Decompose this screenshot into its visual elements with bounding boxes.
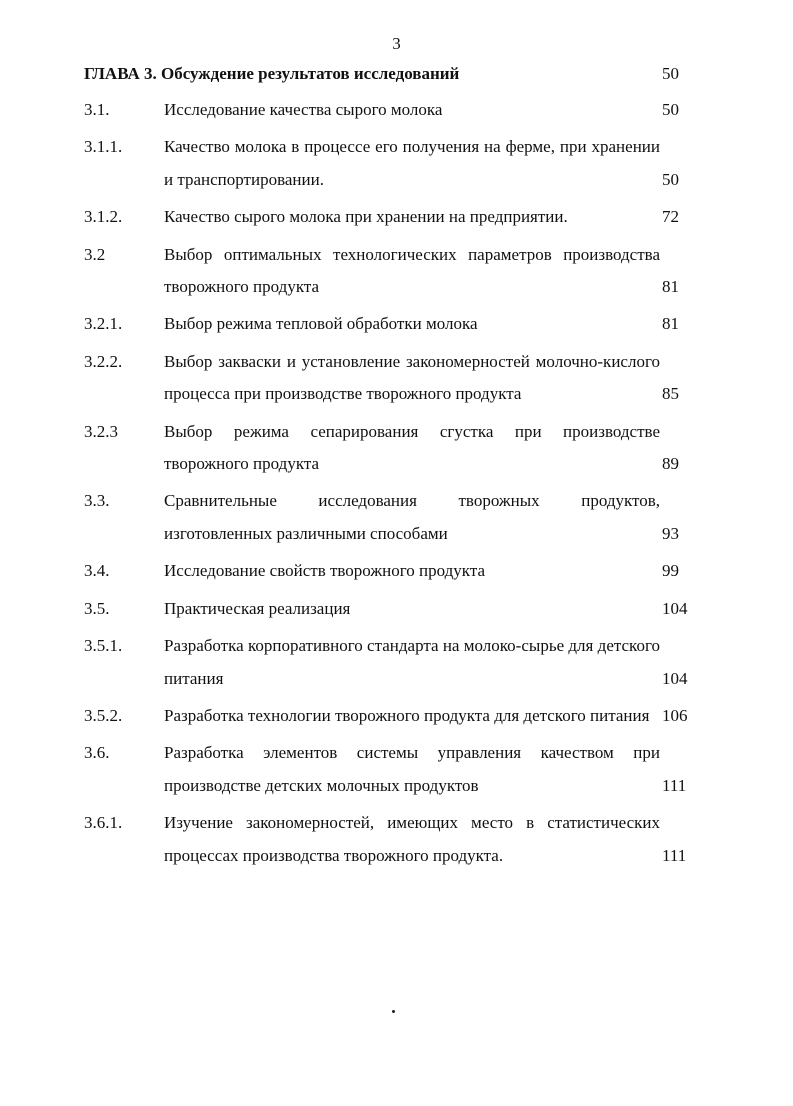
- entry-title-line: Сравнительные исследования творожных продуктов,: [164, 491, 660, 511]
- toc-entry: [84, 593, 706, 625]
- entry-page: 93: [662, 523, 679, 543]
- entry-title: [164, 201, 660, 233]
- entry-title: [164, 416, 660, 481]
- entry-number: 3.5.: [84, 598, 110, 618]
- entry-title: [164, 346, 660, 411]
- stray-dot-mark: [392, 1010, 395, 1013]
- entry-number: 3.2.3: [84, 421, 118, 441]
- toc-entry: [84, 737, 706, 802]
- entry-title-line: детского питания: [164, 636, 660, 688]
- entry-number: 3.2.2.: [84, 351, 123, 371]
- entry-number: 3.1.: [84, 100, 110, 119]
- entry-title: [164, 555, 660, 587]
- entry-title-line: Выбор режима сепарирования сгустка при производстве: [164, 421, 660, 441]
- entry-title: [164, 593, 660, 625]
- entry-number: 3.6.: [84, 743, 110, 763]
- entry-title: [164, 308, 660, 340]
- entry-number: 3.4.: [84, 561, 110, 581]
- entry-title: [164, 485, 660, 550]
- entry-page: 89: [662, 454, 679, 474]
- entry-title-line: производства творожного продукта: [164, 244, 660, 297]
- toc-entry: [84, 94, 706, 126]
- entry-page: 111: [662, 775, 687, 795]
- entry-page: 81: [662, 277, 679, 297]
- page-number: 3: [392, 34, 401, 53]
- toc-entry: [84, 630, 706, 695]
- entry-number: 3.1.2.: [84, 207, 123, 227]
- entry-title: [164, 630, 660, 695]
- entry-title: [164, 700, 660, 732]
- entry-title-line: Выбор режима тепловой обработки молока: [164, 314, 478, 334]
- entry-title-line: Разработка элементов системы управления качеством при: [164, 743, 660, 763]
- toc-entry: [84, 308, 706, 340]
- entry-title: [164, 807, 660, 872]
- entry-title: [164, 737, 660, 802]
- entry-number: 3.2.1.: [84, 314, 123, 334]
- entry-title-line: продукта: [455, 384, 522, 404]
- toc-entry: [84, 201, 706, 233]
- chapter-page: 50: [662, 64, 679, 83]
- entry-title-line: Выбор оптимальных технологических параметров: [164, 244, 552, 264]
- entry-title: [164, 239, 660, 304]
- entry-title-line: Разработка технологии творожного продукта для детского: [164, 705, 586, 725]
- entry-title-line: продукта.: [432, 845, 504, 865]
- entry-title-line: Выбор закваски и установление закономерностей: [164, 351, 530, 371]
- entry-page: 104: [662, 598, 688, 618]
- entry-page: 111: [662, 845, 687, 865]
- entry-title-line: молочно-кислого процесса при производстве творожного: [164, 351, 660, 404]
- entry-title-line: Качество сырого молока при хранении на предприятии.: [164, 207, 568, 227]
- entry-page: 104: [662, 668, 688, 688]
- entry-page: 50: [662, 100, 679, 119]
- entry-page: 50: [662, 169, 679, 189]
- entry-number: 3.6.1.: [84, 813, 123, 833]
- entry-title-line: Практическая реализация: [164, 598, 351, 618]
- entry-number: 3.5.1.: [84, 636, 123, 656]
- entry-title: [164, 131, 660, 196]
- entry-title-line: Изучение закономерностей, имеющих место в: [164, 813, 535, 833]
- entry-title-line: производстве детских молочных продуктов: [164, 775, 479, 795]
- entry-title: [164, 94, 660, 126]
- entry-page: 106: [662, 705, 688, 725]
- toc-entry: [84, 416, 706, 481]
- chapter-title: ГЛАВА 3. Обсуждение результатов исследований: [84, 64, 460, 83]
- entry-title-line: творожного продукта: [164, 454, 320, 474]
- toc-entry: [84, 555, 706, 587]
- entry-number: 3.1.1.: [84, 137, 123, 157]
- entry-number: 3.3.: [84, 491, 110, 511]
- toc-entry: [84, 346, 706, 411]
- entry-title-line: Качество молока в процессе его получения на ферме, при: [164, 137, 587, 157]
- toc-entry: [84, 700, 706, 732]
- table-of-contents: [84, 62, 706, 872]
- entry-title-line: питания: [590, 705, 650, 725]
- entry-title-line: статистических процессах производства творожного: [164, 813, 660, 865]
- entry-number: 3.2: [84, 244, 106, 264]
- toc-entry: [84, 131, 706, 196]
- toc-entry: [84, 239, 706, 304]
- toc-chapter-heading: [84, 62, 706, 89]
- entry-page: 81: [662, 314, 679, 334]
- entry-title-line: изготовленных различными способами: [164, 523, 448, 543]
- entry-title-line: Исследование качества сырого молока: [164, 100, 443, 119]
- entry-page: 72: [662, 207, 679, 227]
- toc-entry: [84, 807, 706, 872]
- entry-page: 99: [662, 561, 679, 581]
- entry-title-line: хранении и транспортировании.: [164, 137, 660, 189]
- toc-entry: [84, 485, 706, 550]
- entry-number: 3.5.2.: [84, 705, 123, 725]
- entry-title-line: Разработка корпоративного стандарта на молоко-сырье для: [164, 636, 594, 656]
- entry-page: 85: [662, 384, 679, 404]
- entry-title-line: Исследование свойств творожного продукта: [164, 561, 485, 581]
